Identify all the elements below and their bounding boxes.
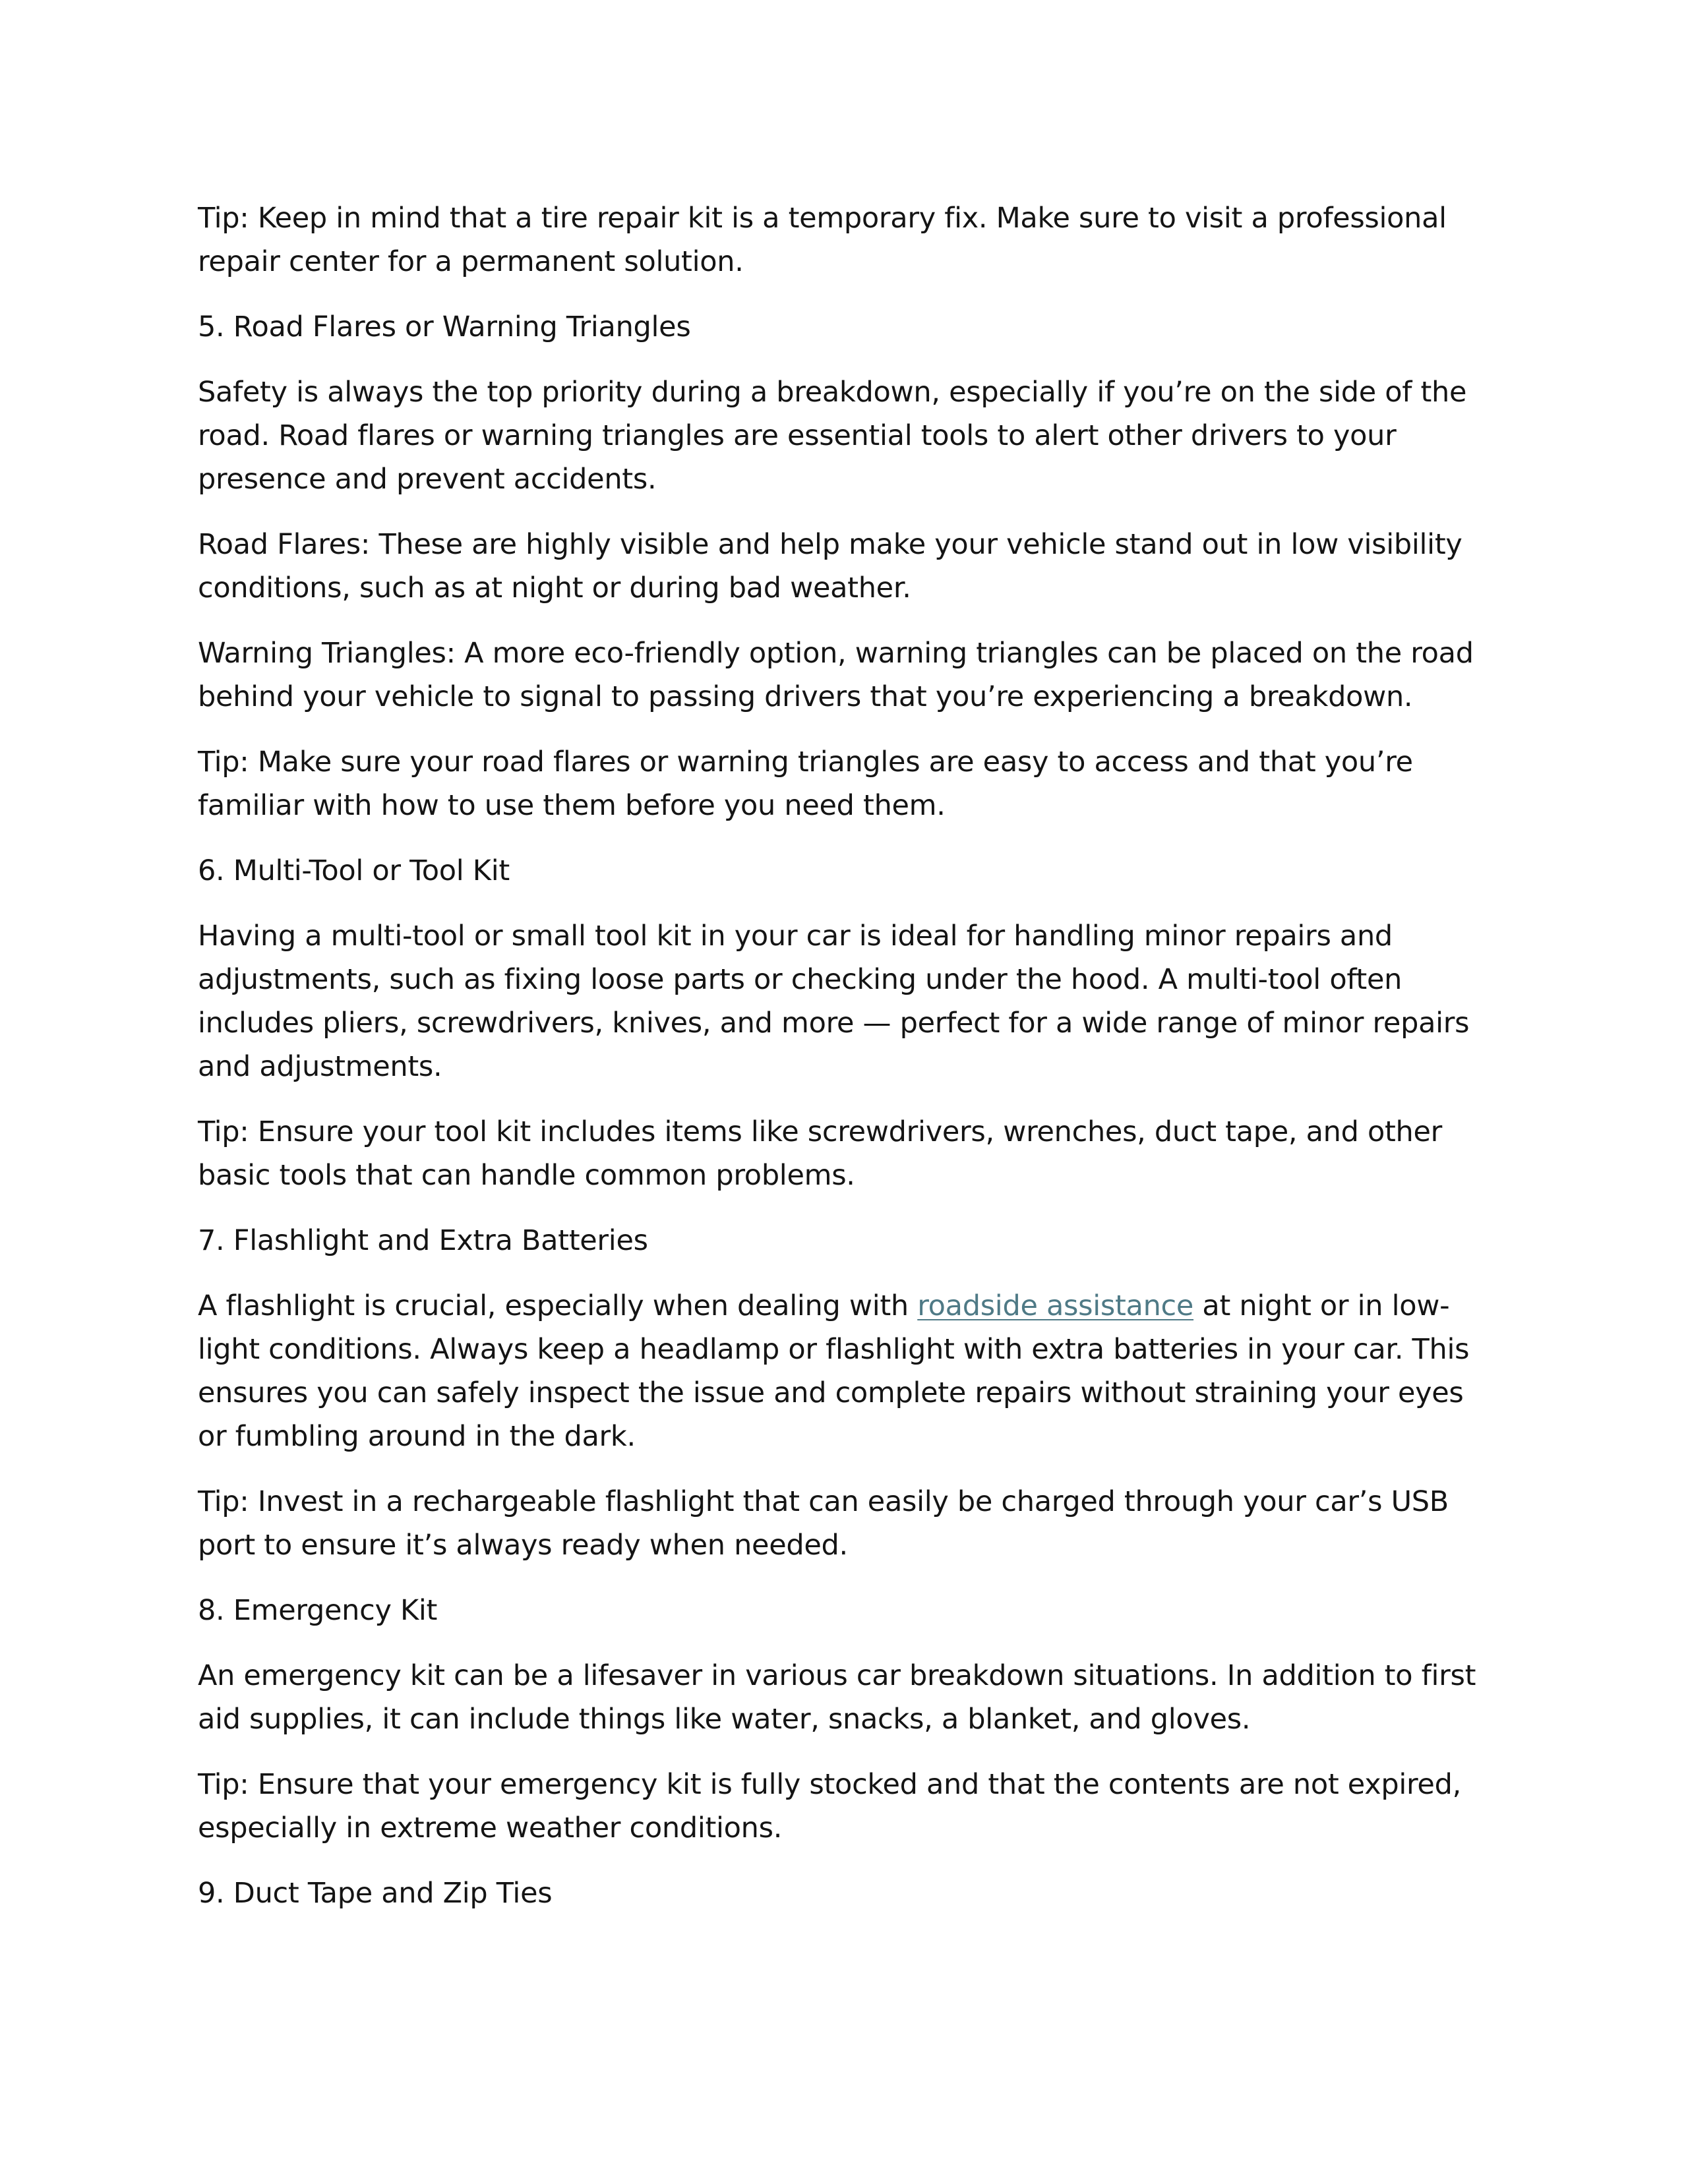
paragraph-flashlight-after: at night or in low-light conditions. Always keep a headlamp or flashlight with extra batteries in your car. This ensures you can safely inspect the issue and complete repairs without straining your eyes or fumbling around in the dark. [198,1289,1470,1453]
tip-road-flares: Tip: Make sure your road flares or warning triangles are easy to access and that you’re familiar with how to use them before you need them. [198,746,1413,822]
document-page [198,196,1490,1937]
paragraph-road-flares: Road Flares: These are highly visible and help make your vehicle stand out in low visibility conditions, such as at night or during bad weather. [198,528,1462,605]
heading-multi-tool: 6. Multi-Tool or Tool Kit [198,854,510,887]
heading-emergency-kit: 8. Emergency Kit [198,1594,438,1627]
tip-tire-repair: Tip: Keep in mind that a tire repair kit is a temporary fix. Make sure to visit a professional repair center for a permanent solution. [198,202,1447,278]
paragraph-safety: Safety is always the top priority during a breakdown, especially if you’re on the side of the road. Road flares or warning triangles are essential tools to alert other drivers to your presence and prevent accidents. [198,376,1467,496]
heading-road-flares: 5. Road Flares or Warning Triangles [198,310,691,343]
roadside-assistance-link[interactable]: roadside assistance [917,1289,1194,1322]
tip-tool-kit: Tip: Ensure your tool kit includes items like screwdrivers, wrenches, duct tape, and other basic tools that can handle common problems. [198,1115,1443,1192]
paragraph-emergency-kit: An emergency kit can be a lifesaver in various car breakdown situations. In addition to first aid supplies, it can include things like water, snacks, a blanket, and gloves. [198,1659,1476,1736]
paragraph-flashlight [198,1284,1490,1458]
paragraph-flashlight-before: A flashlight is crucial, especially when dealing with [198,1289,918,1322]
tip-flashlight: Tip: Invest in a rechargeable flashlight that can easily be charged through your car’s USB port to ensure it’s always ready when needed. [198,1485,1449,1562]
heading-flashlight: 7. Flashlight and Extra Batteries [198,1224,648,1257]
heading-duct-tape: 9. Duct Tape and Zip Ties [198,1877,553,1910]
tip-emergency-kit: Tip: Ensure that your emergency kit is fully stocked and that the contents are not expired, especially in extreme weather conditions. [198,1768,1461,1845]
paragraph-warning-triangles: Warning Triangles: A more eco-friendly option, warning triangles can be placed on the road behind your vehicle to signal to passing drivers that you’re experiencing a breakdown. [198,637,1474,713]
paragraph-multi-tool: Having a multi-tool or small tool kit in your car is ideal for handling minor repairs and adjustments, such as fixing loose parts or checking under the hood. A multi-tool often includes pliers, screwdrivers, knives, and more — perfect for a wide range of minor repairs and adjustments. [198,920,1470,1083]
